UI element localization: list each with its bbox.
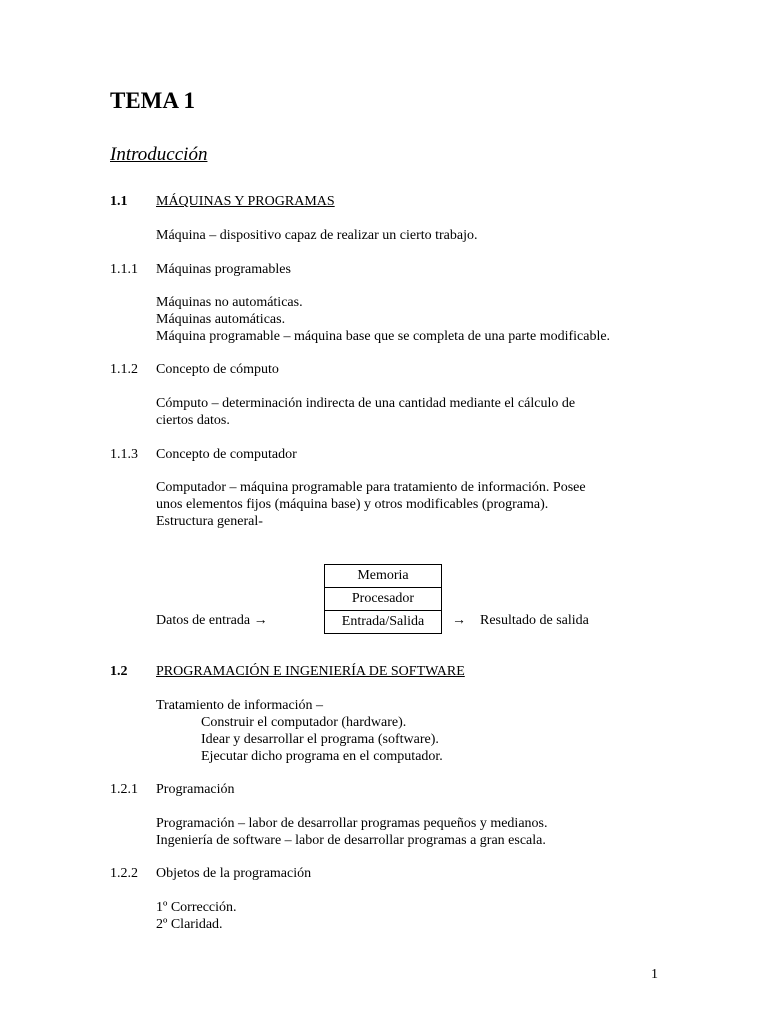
section-1-1-3-heading: Concepto de computador xyxy=(156,447,297,462)
diagram-box-io: Entrada/Salida xyxy=(324,610,442,634)
section-1-2-1-line: Ingeniería de software – labor de desarrollar programas a gran escala. xyxy=(156,833,546,848)
diagram-box-memory: Memoria xyxy=(324,564,442,588)
section-1-2-2-line: 2º Claridad. xyxy=(156,917,223,932)
section-1-1-2-line: ciertos datos. xyxy=(156,413,230,428)
section-1-1-1-number: 1.1.1 xyxy=(110,262,138,277)
section-1-2-item: Construir el computador (hardware). xyxy=(201,715,407,730)
section-1-2-lead: Tratamiento de información – xyxy=(156,698,324,713)
section-1-1-2-line: Cómputo – determinación indirecta de una cantidad mediante el cálculo de xyxy=(156,396,576,411)
section-1-1-number: 1.1 xyxy=(110,194,128,209)
section-1-2-1-line: Programación – labor de desarrollar programas pequeños y medianos. xyxy=(156,816,548,831)
section-1-2-item: Idear y desarrollar el programa (software). xyxy=(201,732,439,747)
page-number: 1 xyxy=(651,967,658,982)
diagram-input-label: Datos de entrada → xyxy=(156,613,268,628)
section-1-2-1-heading: Programación xyxy=(156,782,235,797)
section-1-2-2-heading: Objetos de la programación xyxy=(156,866,312,881)
diagram-output-arrow: → xyxy=(452,613,466,628)
section-1-1-text: Máquina – dispositivo capaz de realizar un cierto trabajo. xyxy=(156,228,478,243)
section-1-1-3-line: Computador – máquina programable para tratamiento de información. Posee xyxy=(156,480,586,495)
section-1-1-heading: MÁQUINAS Y PROGRAMAS xyxy=(156,194,335,209)
section-1-2-item: Ejecutar dicho programa en el computador. xyxy=(201,749,443,764)
section-1-1-2-number: 1.1.2 xyxy=(110,362,138,377)
section-1-1-1-line: Máquinas no automáticas. xyxy=(156,295,303,310)
section-1-1-3-line: Estructura general- xyxy=(156,514,263,529)
section-1-2-2-number: 1.2.2 xyxy=(110,866,138,881)
section-1-2-heading: PROGRAMACIÓN E INGENIERÍA DE SOFTWARE xyxy=(156,664,465,679)
section-1-1-1-heading: Máquinas programables xyxy=(156,262,291,277)
section-1-1-1-line: Máquina programable – máquina base que se completa de una parte modificable. xyxy=(156,329,611,344)
section-1-1-3-number: 1.1.3 xyxy=(110,447,138,462)
intro-heading: Introducción xyxy=(110,144,208,165)
section-1-1-1-line: Máquinas automáticas. xyxy=(156,312,286,327)
section-1-2-number: 1.2 xyxy=(110,664,128,679)
page-title: TEMA 1 xyxy=(110,88,195,113)
section-1-2-1-number: 1.2.1 xyxy=(110,782,138,797)
diagram-output-label: Resultado de salida xyxy=(480,613,589,628)
section-1-2-2-line: 1º Corrección. xyxy=(156,900,237,915)
section-1-1-3-line: unos elementos fijos (máquina base) y otros modificables (programa). xyxy=(156,497,549,512)
section-1-1-2-heading: Concepto de cómputo xyxy=(156,362,279,377)
diagram-box-processor: Procesador xyxy=(324,587,442,611)
